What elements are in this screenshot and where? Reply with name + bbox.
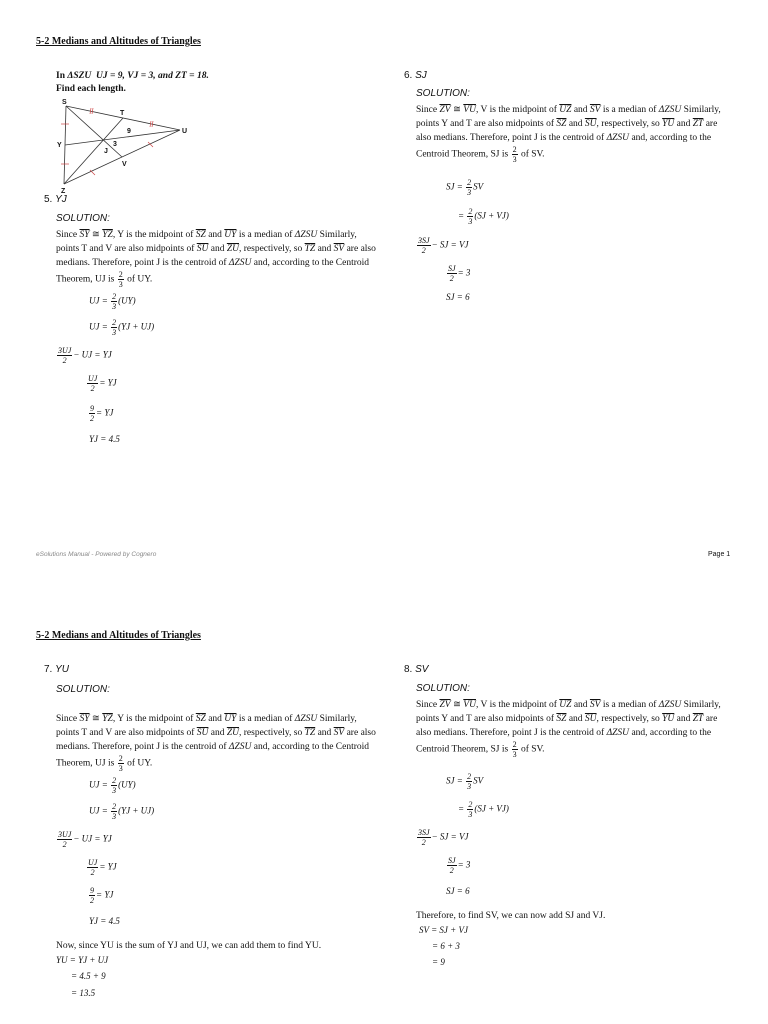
q6-p-s2: , V is the midpoint of (475, 105, 557, 115)
sj-steps-rhs2: = (458, 803, 467, 814)
question-5 (44, 194, 67, 205)
sj-steps-f-2: 2 (449, 274, 454, 283)
sj-steps-f-sj: SJ (448, 856, 456, 865)
sj-steps-f-two: 2 (467, 178, 472, 187)
q6-p-s1: Since (416, 700, 438, 710)
given-values: UJ = 9, VJ = 3, and ZT = 18. (96, 71, 209, 81)
q6-p-yu: $\overline{YU}$ (662, 119, 675, 129)
sj-steps-f-three: 3 (512, 750, 517, 759)
label-y: Y (57, 142, 62, 149)
q5-paragraph (56, 228, 376, 289)
uj-steps-f-two: 2 (118, 270, 123, 279)
uj-steps-rhs2: (YJ + UJ) (118, 321, 155, 332)
sj-steps-rhs1: SV (473, 775, 484, 786)
question-8 (404, 664, 428, 675)
q7-solution-label: SOLUTION: (56, 684, 110, 695)
q6-p-s9: are also medians. Therefore, point J is the centroid of (416, 119, 718, 143)
q6-p-s1: Since (416, 105, 438, 115)
q6-p-s4: is a median of (602, 700, 657, 710)
q5-p-s2: , Y is the midpoint of (112, 714, 194, 724)
sj-steps-rhs1: SV (473, 181, 484, 192)
q6-p-zv: $\overline{ZV}$ (439, 700, 451, 710)
q5-p-sv: $\overline{SV}$ (333, 244, 345, 254)
q7-sum-2: = 4.5 + 9 (71, 971, 106, 981)
q5-p-s11: of UY. (127, 758, 153, 769)
sj-steps-lhs1: SJ = (446, 775, 463, 786)
q5-p-sy: $\overline{SY}$ (79, 230, 90, 240)
q8-var: SV (415, 664, 429, 675)
q6-p-uz: $\overline{UZ}$ (559, 700, 572, 710)
q6-var: SJ (415, 70, 427, 81)
q6-p-tri: ΔZSU (658, 700, 682, 710)
q5-step-3 (56, 346, 112, 365)
q7-step-6: YJ = 4.5 (89, 916, 120, 926)
sj-steps-rhs3: − SJ = VJ (431, 831, 469, 842)
uj-steps-rhs3: − UJ = YJ (73, 833, 112, 844)
q6-p-sz: $\overline{SZ}$ (556, 714, 567, 724)
q5-p-s6: and (210, 244, 225, 254)
q8-sum-1: SV = SJ + VJ (419, 925, 468, 935)
sj-steps-rhs2: = (458, 210, 467, 221)
q6-p-s5: Similarly, points Y and T are also midpoints of (416, 105, 721, 129)
sj-steps-rhs2b: (SJ + VJ) (474, 210, 509, 221)
q6-p-s7: , respectively, so (596, 119, 660, 129)
q5-p-s4: is a median of (238, 714, 293, 724)
q8-paragraph (416, 698, 726, 759)
q6-p-s6: and (568, 714, 583, 724)
triangle-figure (54, 96, 194, 194)
label-s: S (62, 99, 67, 106)
q6-p-su: $\overline{SU}$ (584, 119, 597, 129)
q5-p-tz: $\overline{TZ}$ (304, 728, 316, 738)
uj-steps-f-two: 2 (112, 318, 117, 327)
q6-solution-label: SOLUTION: (416, 88, 470, 99)
page-header-2: 5-2 Medians and Altitudes of Triangles (36, 630, 201, 641)
uj-steps-f-2: 2 (62, 356, 67, 365)
label-3: 3 (113, 141, 117, 148)
uj-steps-rhs5: = YJ (96, 407, 114, 418)
uj-steps-f-9: 9 (90, 886, 94, 895)
q5-p-s5: Similarly, points T and V are also midpoints of (56, 230, 357, 254)
q6-p-s9: are also medians. Therefore, point J is the centroid of (416, 714, 718, 738)
uj-steps-rhs3: − UJ = YJ (73, 349, 112, 360)
q5-p-yz: $\overline{YZ}$ (102, 230, 113, 240)
q6-p-tri: ΔZSU (658, 105, 682, 115)
uj-steps-lhs1: UJ = (89, 295, 108, 306)
q6-p-s3: and (573, 105, 588, 115)
q5-step-1 (89, 292, 136, 311)
sj-steps-rhs4: = 3 (457, 859, 471, 870)
uj-steps-f-three: 3 (112, 812, 117, 821)
sj-steps-f-3sj: 3SJ (418, 828, 430, 837)
q5-p-s9: are also medians. Therefore, point J is the centroid of (56, 244, 376, 268)
sj-steps-f-2: 2 (421, 246, 426, 255)
q6-p-uz: $\overline{UZ}$ (559, 105, 572, 115)
sj-steps-f-2: 2 (449, 866, 454, 875)
q7-paragraph (56, 712, 376, 773)
q7-sum-1: YU = YJ + UJ (56, 955, 109, 965)
q6-p-zt: $\overline{ZT}$ (692, 714, 704, 724)
q5-p-zu: $\overline{ZU}$ (226, 244, 239, 254)
sj-steps-f-3sj: 3SJ (418, 236, 430, 245)
uj-steps-lhs2: UJ = (89, 805, 108, 816)
q5-p-sz: $\overline{SZ}$ (195, 230, 206, 240)
q7-conclusion: Now, since YU is the sum of YJ and UJ, we can add them to find YU. (56, 941, 322, 951)
uj-steps-f-three: 3 (112, 786, 117, 795)
label-v: V (122, 161, 127, 168)
sj-steps-f-two: 2 (468, 800, 473, 809)
question-6 (404, 70, 427, 81)
q7-step-5 (88, 886, 113, 905)
label-9: 9 (127, 128, 131, 135)
q6-p-s2: , V is the midpoint of (475, 700, 557, 710)
uj-steps-f-2: 2 (90, 896, 94, 905)
q8-sum-3: = 9 (432, 957, 445, 967)
q6-p-s4: is a median of (602, 105, 657, 115)
q5-p-cong: ≅ (91, 714, 100, 724)
given-lead: In (56, 71, 65, 81)
q5-p-s1: Since (56, 230, 78, 240)
uj-steps-f-two: 2 (112, 802, 117, 811)
q5-p-s8: and (317, 728, 332, 738)
q6-p-tri2: ΔZSU (606, 133, 630, 143)
uj-steps-rhs1: (UY) (118, 779, 136, 790)
q6-p-cong: ≅ (452, 700, 461, 710)
q7-step-3 (56, 830, 112, 849)
q5-p-s10: and, according to the Centroid Theorem, UJ is (56, 258, 370, 285)
uj-steps-rhs4: = YJ (99, 861, 117, 872)
q6-label: 6. (404, 70, 413, 81)
sj-steps-f-sj: SJ (448, 264, 456, 273)
q6-step-2 (458, 207, 509, 226)
q5-p-yz: $\overline{YZ}$ (102, 714, 113, 724)
uj-steps-rhs5: = YJ (96, 889, 114, 900)
q8-conclusion: Therefore, to find SV, we can now add SJ and VJ. (416, 911, 606, 921)
q5-step-4 (86, 374, 117, 393)
q5-p-tri2: ΔZSU (228, 742, 252, 752)
q5-p-uy: $\overline{UY}$ (224, 230, 237, 240)
q5-p-tz: $\overline{TZ}$ (304, 244, 316, 254)
q5-p-s4: is a median of (238, 230, 293, 240)
q6-p-zt: $\overline{ZT}$ (692, 119, 704, 129)
uj-steps-f-two: 2 (112, 776, 117, 785)
q6-p-s5: Similarly, points Y and T are also midpoints of (416, 700, 721, 724)
q6-p-tri2: ΔZSU (606, 728, 630, 738)
q6-step-1 (446, 178, 483, 197)
q6-p-s8: and (676, 119, 691, 129)
q5-p-sy: $\overline{SY}$ (79, 714, 90, 724)
q7-label: 7. (44, 664, 53, 675)
uj-steps-rhs4: = YJ (99, 377, 117, 388)
q5-p-su: $\overline{SU}$ (196, 728, 209, 738)
q5-p-s2: , Y is the midpoint of (112, 230, 194, 240)
question-7 (44, 664, 69, 675)
q6-step-3 (416, 236, 468, 255)
sj-steps-f-two: 2 (512, 145, 517, 154)
q5-step-2 (89, 318, 154, 337)
uj-steps-f-uj: UJ (88, 858, 98, 867)
uj-steps-f-three: 3 (112, 302, 117, 311)
uj-steps-f-2: 2 (90, 868, 95, 877)
sj-steps-rhs4: = 3 (457, 267, 471, 278)
q6-p-vu: $\overline{VU}$ (463, 700, 476, 710)
q5-var: YJ (55, 194, 67, 205)
label-t: T (120, 110, 125, 117)
sj-steps-f-2: 2 (421, 838, 426, 847)
q5-p-sz: $\overline{SZ}$ (195, 714, 206, 724)
q7-sum-3: = 13.5 (71, 988, 96, 998)
q5-p-tri: ΔZSU (294, 714, 318, 724)
q8-sum-2: = 6 + 3 (432, 941, 460, 951)
q5-label: 5. (44, 194, 53, 205)
q5-p-cong: ≅ (91, 230, 100, 240)
q6-p-s7: , respectively, so (596, 714, 660, 724)
label-j: J (104, 148, 108, 155)
sj-steps-f-three: 3 (512, 155, 517, 164)
uj-steps-f-2: 2 (90, 384, 95, 393)
q5-p-s7: , respectively, so (239, 728, 303, 738)
sj-steps-f-two: 2 (512, 740, 517, 749)
q5-p-tri2: ΔZSU (228, 258, 252, 268)
footer: eSolutions Manual - Powered by Cognero (36, 551, 157, 558)
sj-steps-f-three: 3 (467, 782, 472, 791)
q5-p-tri: ΔZSU (294, 230, 318, 240)
q6-p-sv: $\overline{SV}$ (589, 105, 601, 115)
q5-p-s10: and, according to the Centroid Theorem, UJ is (56, 742, 370, 769)
sj-steps-f-two: 2 (467, 772, 472, 781)
q6-p-cong: ≅ (452, 105, 461, 115)
q5-p-uy: $\overline{UY}$ (224, 714, 237, 724)
q5-p-s7: , respectively, so (239, 244, 303, 254)
uj-steps-f-2: 2 (62, 840, 67, 849)
q6-p-s10: and, according to the Centroid Theorem, SJ is (416, 728, 712, 755)
sj-steps-lhs1: SJ = (446, 181, 463, 192)
sj-steps-f-three: 3 (468, 217, 473, 226)
q5-p-s6: and (210, 728, 225, 738)
q5-p-s11: of UY. (127, 274, 153, 285)
given-triangle: ΔSZU (67, 71, 92, 81)
q5-p-s8: and (317, 244, 332, 254)
uj-steps-f-two: 2 (112, 292, 117, 301)
given-line (56, 71, 209, 81)
q8-solution-label: SOLUTION: (416, 683, 470, 694)
q6-p-s10: and, according to the Centroid Theorem, SJ is (416, 133, 712, 160)
q5-solution-label: SOLUTION: (56, 213, 110, 224)
given-find: Find each length. (56, 84, 126, 94)
q5-p-s9: are also medians. Therefore, point J is the centroid of (56, 728, 376, 752)
uj-steps-f-uj: UJ (88, 374, 98, 383)
q8-step-2 (458, 800, 509, 819)
sj-steps-rhs2b: (SJ + VJ) (474, 803, 509, 814)
q6-p-s3: and (573, 700, 588, 710)
uj-steps-f-three: 3 (118, 764, 123, 773)
uj-steps-rhs1: (UY) (118, 295, 136, 306)
q5-p-su: $\overline{SU}$ (196, 244, 209, 254)
uj-steps-f-9: 9 (90, 404, 94, 413)
q5-p-s5: Similarly, points T and V are also midpoints of (56, 714, 357, 738)
sj-steps-rhs3: − SJ = VJ (431, 239, 469, 250)
uj-steps-f-3uj: 3UJ (58, 346, 72, 355)
q6-p-sz: $\overline{SZ}$ (556, 119, 567, 129)
q8-step-5: SJ = 6 (446, 886, 470, 896)
q8-step-4 (446, 856, 470, 875)
uj-steps-f-three: 3 (118, 280, 123, 289)
q5-p-sv: $\overline{SV}$ (333, 728, 345, 738)
q6-paragraph (416, 103, 726, 164)
sj-steps-f-two: 2 (468, 207, 473, 216)
sj-steps-f-three: 3 (468, 810, 473, 819)
q5-step-6: YJ = 4.5 (89, 434, 120, 444)
q5-p-zu: $\overline{ZU}$ (226, 728, 239, 738)
uj-steps-f-2: 2 (90, 414, 94, 423)
sj-steps-f-three: 3 (467, 188, 472, 197)
q6-p-sv: $\overline{SV}$ (589, 700, 601, 710)
uj-steps-rhs2: (YJ + UJ) (118, 805, 155, 816)
q7-var: YU (55, 664, 70, 675)
page-number: Page 1 (708, 551, 731, 558)
q8-step-3 (416, 828, 468, 847)
q6-p-zv: $\overline{ZV}$ (439, 105, 451, 115)
q6-p-su: $\overline{SU}$ (584, 714, 597, 724)
page-header: 5-2 Medians and Altitudes of Triangles (36, 36, 201, 47)
q5-p-s3: and (208, 714, 222, 724)
q6-step-5: SJ = 6 (446, 292, 470, 302)
q5-step-5 (88, 404, 113, 423)
q6-p-s11: of SV. (520, 149, 545, 160)
label-z: Z (61, 188, 66, 194)
uj-steps-f-three: 3 (112, 328, 117, 337)
q5-p-s3: and (208, 230, 222, 240)
q6-p-s8: and (676, 714, 691, 724)
q6-p-s11: of SV. (520, 744, 545, 755)
q8-step-1 (446, 772, 483, 791)
q6-p-s6: and (568, 119, 583, 129)
q8-label: 8. (404, 664, 413, 675)
q6-p-yu: $\overline{YU}$ (662, 714, 675, 724)
uj-steps-lhs1: UJ = (89, 779, 108, 790)
q5-p-s1: Since (56, 714, 78, 724)
q7-step-1 (89, 776, 136, 795)
uj-steps-f-two: 2 (118, 754, 123, 763)
q7-step-2 (89, 802, 154, 821)
uj-steps-lhs2: UJ = (89, 321, 108, 332)
q6-p-vu: $\overline{VU}$ (463, 105, 476, 115)
label-u: U (182, 128, 188, 135)
q7-step-4 (86, 858, 117, 877)
q6-step-4 (446, 264, 470, 283)
uj-steps-f-3uj: 3UJ (58, 830, 72, 839)
